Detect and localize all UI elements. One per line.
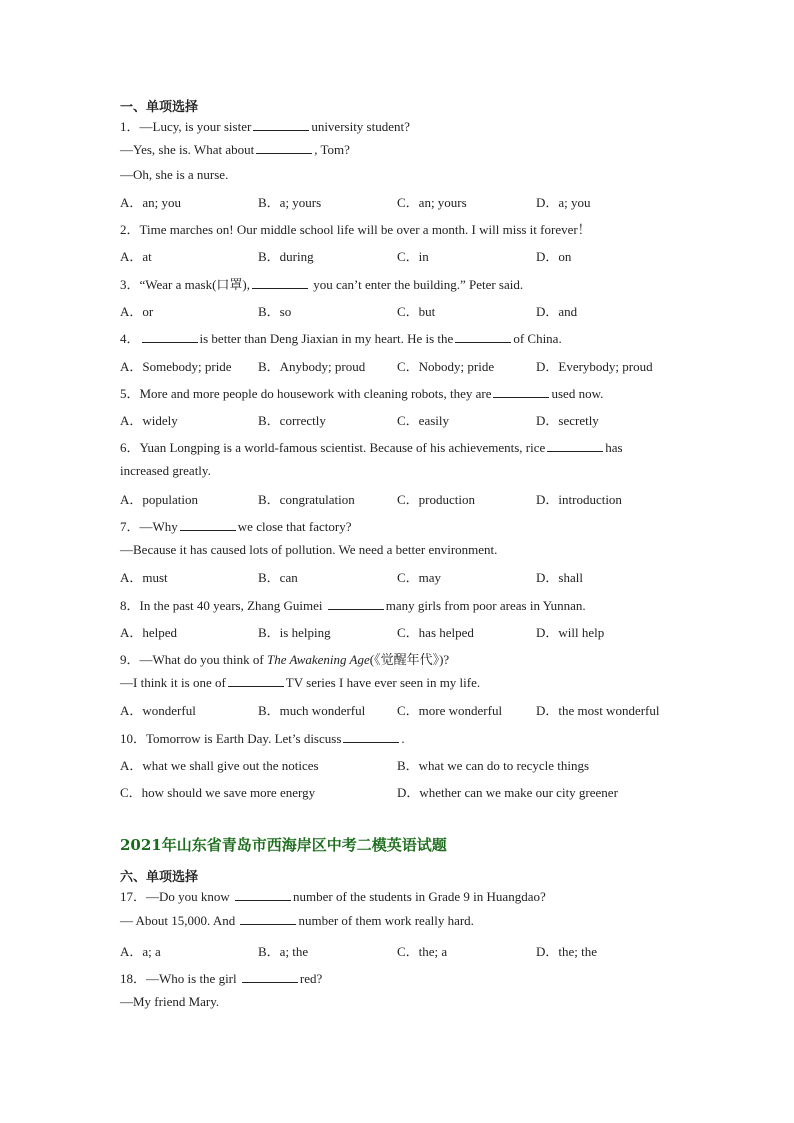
question-10: 10．Tomorrow is Earth Day. Let’s discuss .	[120, 731, 405, 746]
question-1-line-2: —Yes, she is. What about , Tom?	[120, 142, 350, 157]
option-b[interactable]: B．much wonderful	[258, 703, 366, 718]
question-4: 4． is better than Deng Jiaxian in my heart. He is the of China.	[120, 331, 562, 346]
option-a[interactable]: A．an; you	[120, 195, 182, 210]
option-d[interactable]: D．secretly	[536, 413, 599, 428]
option-c[interactable]: C．how should we save more energy	[120, 785, 316, 800]
question-8: 8．In the past 40 years, Zhang Guimei many girls from poor areas in Yunnan.	[120, 598, 586, 613]
option-d[interactable]: D．shall	[536, 570, 583, 585]
option-c[interactable]: C．has helped	[397, 625, 474, 640]
answer-blank	[228, 676, 284, 687]
option-d[interactable]: D．on	[536, 249, 572, 264]
question-9-line-2: —I think it is one of TV series I have ever seen in my life.	[120, 675, 481, 690]
option-a[interactable]: A．at	[120, 249, 152, 264]
answer-blank	[493, 387, 549, 398]
option-c[interactable]: C．but	[397, 304, 436, 319]
option-d[interactable]: D．the; the	[536, 944, 598, 959]
option-d[interactable]: D．Everybody; proud	[536, 359, 653, 374]
option-a[interactable]: A．helped	[120, 625, 178, 640]
option-b[interactable]: B．during	[258, 249, 314, 264]
question-3: 3．“Wear a mask(口罩), you can’t enter the building.” Peter said.	[120, 277, 524, 292]
option-b[interactable]: B．can	[258, 570, 298, 585]
answer-blank	[328, 599, 384, 610]
question-5: 5．More and more people do housework with cleaning robots, they are used now.	[120, 386, 604, 401]
answer-blank	[343, 732, 399, 743]
question-9: 9．—What do you think of The Awakening Age(《觉醒年代》)?	[120, 652, 450, 667]
option-a[interactable]: A．what we shall give out the notices	[120, 758, 319, 773]
option-a[interactable]: A．or	[120, 304, 154, 319]
tv-series-title: The Awakening Age	[266, 652, 370, 667]
question-7-line-2: —Because it has caused lots of pollution. We need a better environment.	[120, 542, 498, 557]
question-6-line-2: increased greatly.	[120, 463, 211, 478]
question-7: 7．—Why we close that factory?	[120, 519, 352, 534]
answer-blank	[256, 143, 312, 154]
option-b[interactable]: B．a; the	[258, 944, 309, 959]
answer-blank	[252, 278, 308, 289]
option-d[interactable]: D．introduction	[536, 492, 622, 507]
question-18: 18．—Who is the girl red?	[120, 971, 323, 986]
option-c[interactable]: C．an; yours	[397, 195, 467, 210]
option-b[interactable]: B．congratulation	[258, 492, 355, 507]
option-b[interactable]: B．correctly	[258, 413, 326, 428]
answer-blank	[253, 120, 309, 131]
option-c[interactable]: C．more wonderful	[397, 703, 503, 718]
option-c[interactable]: C．easily	[397, 413, 449, 428]
option-a[interactable]: A．population	[120, 492, 198, 507]
option-b[interactable]: B．is helping	[258, 625, 331, 640]
question-17: 17．—Do you know number of the students in Grade 9 in Huangdao?	[120, 889, 546, 904]
question-1-line-3: —Oh, she is a nurse.	[120, 167, 229, 182]
option-d[interactable]: D．will help	[536, 625, 605, 640]
answer-blank	[240, 914, 296, 925]
question-2: 2．Time marches on! Our middle school life will be over a month. I will miss it forever！	[120, 222, 591, 237]
option-d[interactable]: D．whether can we make our city greener	[397, 785, 618, 800]
answer-blank	[180, 520, 236, 531]
option-c[interactable]: C．in	[397, 249, 429, 264]
option-c[interactable]: C．may	[397, 570, 442, 585]
answer-blank	[142, 332, 198, 343]
exam-title: 2021年山东省青岛市西海岸区中考二模英语试题	[120, 836, 447, 854]
option-b[interactable]: B．a; yours	[258, 195, 322, 210]
question-1: 1．—Lucy, is your sister university student?	[120, 119, 410, 134]
option-a[interactable]: A．wonderful	[120, 703, 196, 718]
question-6: 6．Yuan Longping is a world-famous scientist. Because of his achievements, rice has	[120, 440, 623, 455]
answer-blank	[547, 441, 603, 452]
option-c[interactable]: C．production	[397, 492, 475, 507]
option-b[interactable]: B．what we can do to recycle things	[397, 758, 590, 773]
option-a[interactable]: A．a; a	[120, 944, 161, 959]
question-17-line-2: — About 15,000. And number of them work really hard.	[120, 913, 474, 928]
answer-blank	[242, 972, 298, 983]
section-title: 一、单项选择	[120, 100, 199, 115]
option-a[interactable]: A．Somebody; pride	[120, 359, 232, 374]
option-d[interactable]: D．the most wonderful	[536, 703, 660, 718]
option-d[interactable]: D．and	[536, 304, 578, 319]
answer-blank	[235, 890, 291, 901]
option-d[interactable]: D．a; you	[536, 195, 591, 210]
answer-blank	[455, 332, 511, 343]
option-a[interactable]: A．widely	[120, 413, 178, 428]
option-c[interactable]: C．the; a	[397, 944, 448, 959]
section-title: 六、单项选择	[120, 870, 199, 885]
option-b[interactable]: B．so	[258, 304, 292, 319]
option-a[interactable]: A．must	[120, 570, 168, 585]
option-c[interactable]: C．Nobody; pride	[397, 359, 495, 374]
question-18-line-2: —My friend Mary.	[120, 994, 220, 1009]
option-b[interactable]: B．Anybody; proud	[258, 359, 366, 374]
